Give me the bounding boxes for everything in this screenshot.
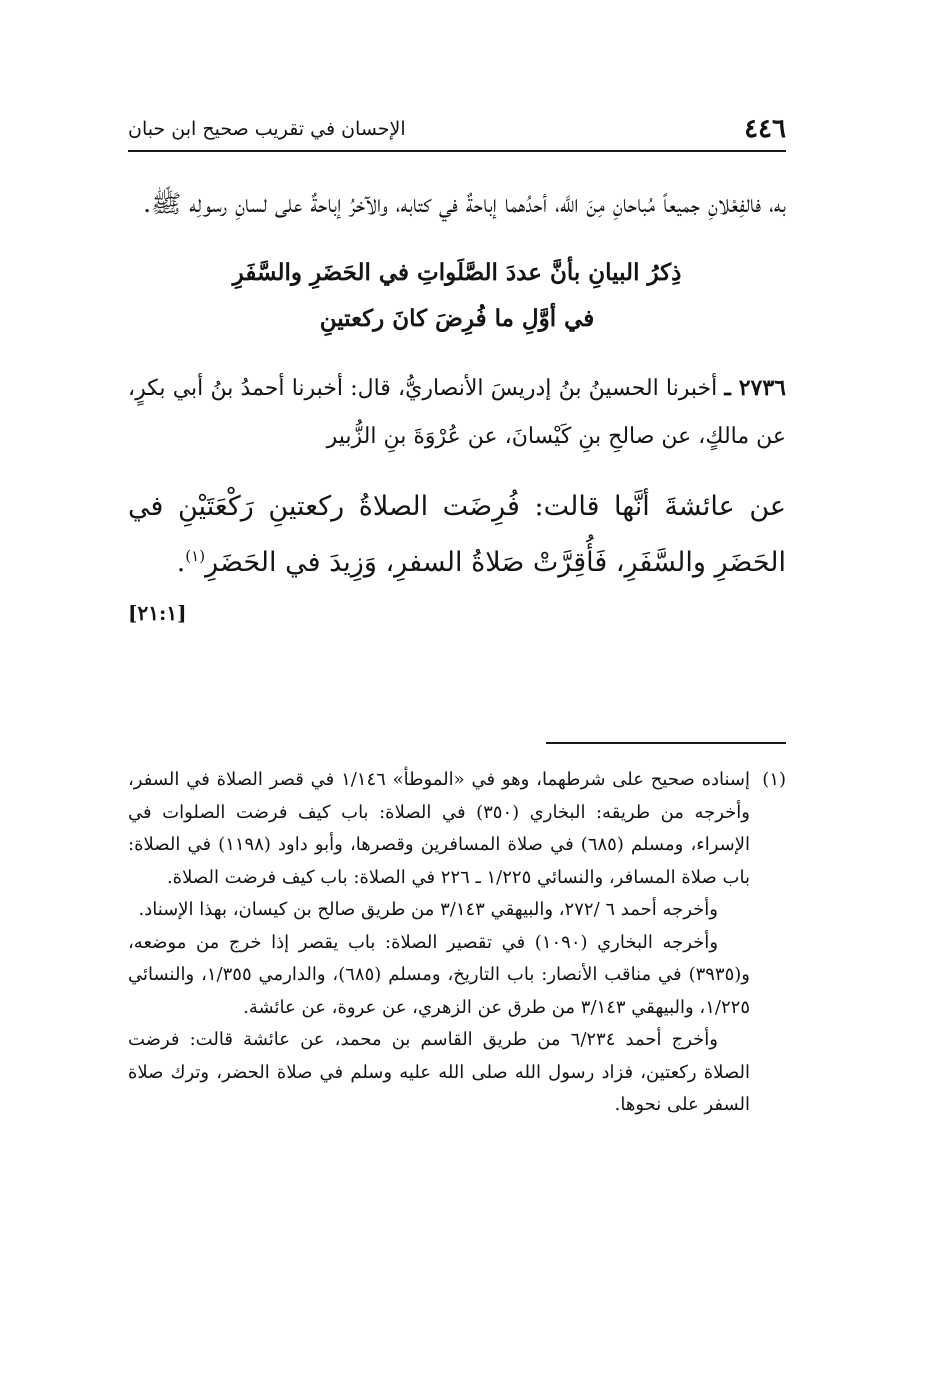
chapter-heading: [128, 250, 786, 342]
footnote-text: إسناده صحيح على شرطهما، وهو في «الموطأ» ١/١٤٦ في قصر الصلاة في السفر، وأخرجه من طريقه: البخاري (٣٥٠) في الصلاة: باب كيف فرضت الصلوات في الإسراء، ومسلم (٦٨٥) في صلاة المسافرين وقصرها، وأبو داود (١١٩٨) في الصلاة: باب صلاة المسافر، والنسائي ١/٢٢٥ ـ ٢٢٦ في الصلاة: باب كيف فرضت الصلاة.: [128, 769, 751, 888]
page-number: ٤٤٦: [744, 114, 786, 144]
footnote-marker: (١): [762, 769, 787, 790]
footnotes: [128, 764, 786, 1122]
chapter-heading-line-1: ذِكرُ البيانِ بأنَّ عددَ الصَّلَواتِ في الحَضَرِ والسَّفَرِ: [232, 259, 682, 286]
hadith-matn: [128, 479, 786, 591]
footnote-paragraph: وأخرج أحمد ٦/٢٣٤ من طريق القاسم بن محمد، عن عائشة قالت: فرضت الصلاة ركعتين، فزاد رسول الله صلى الله عليه وسلم في صلاة الحضر، وترك صلاة السفر على نحوها.: [128, 1029, 750, 1115]
hadith-chain: أخبرنا الحسينُ بنُ إدريسَ الأنصاريُّ، قال: أخبرنا أحمدُ بنُ أبي بكرٍ، عن مالكٍ، عن صالحِ بنِ كَيْسانَ، عن عُرْوَةَ بنِ الزُّبير: [128, 376, 786, 449]
footnote-paragraph: وأخرجه أحمد ٦ /٢٧٢، والبيهقي ٣/١٤٣ من طريق صالح بن كيسان، بهذا الإسناد.: [138, 899, 718, 920]
page-header: [128, 112, 786, 152]
running-title: الإحسان في تقريب صحيح ابن حبان: [128, 118, 406, 140]
footnote-paragraph: [128, 764, 786, 894]
footnote-reference[interactable]: (١): [185, 547, 206, 565]
header-divider: [128, 150, 786, 152]
hadith-matn-text: عن عائشةَ أنَّها قالت: فُرِضَت الصلاةُ ركعتينِ رَكْعَتَيْنِ في الحَضَرِ والسَّفَرِ، فَأُقِرَّتْ صَلاةُ السفرِ، وَزِيدَ في الحَضَرِ: [128, 491, 786, 578]
hadith-isnad: [128, 364, 786, 461]
footnote-divider: [546, 742, 786, 744]
main-text: [128, 178, 786, 625]
hadith-number: ٢٧٣٦ ـ: [724, 375, 786, 401]
intro-paragraph: به، فالفِعْلانِ جميعاً مُباحانِ مِنَ اللَّه، أحدُهما إباحةٌ في كتابه، والآخرُ إباحةٌ على لسانِ رسولِه ﷺ.: [143, 189, 786, 218]
book-page: [128, 0, 786, 1378]
chapter-heading-line-2: في أوَّلِ ما فُرِضَ كانَ ركعتينِ: [319, 305, 595, 332]
hadith-matn-end: .: [176, 547, 186, 578]
footnote-paragraph: وأخرجه البخاري (١٠٩٠) في تقصير الصلاة: باب يقصر إذا خرج من موضعه، و(٣٩٣٥) في مناقب الأنصار: باب التاريخ، ومسلم (٦٨٥)، والدارمي ١/٣٥٥، والنسائي ١/٢٢٥، والبيهقي ٣/١٤٣ من طرق عن الزهري، عن عروة، عن عائشة.: [128, 931, 750, 1018]
index-reference: [٢١:١]: [128, 601, 187, 625]
